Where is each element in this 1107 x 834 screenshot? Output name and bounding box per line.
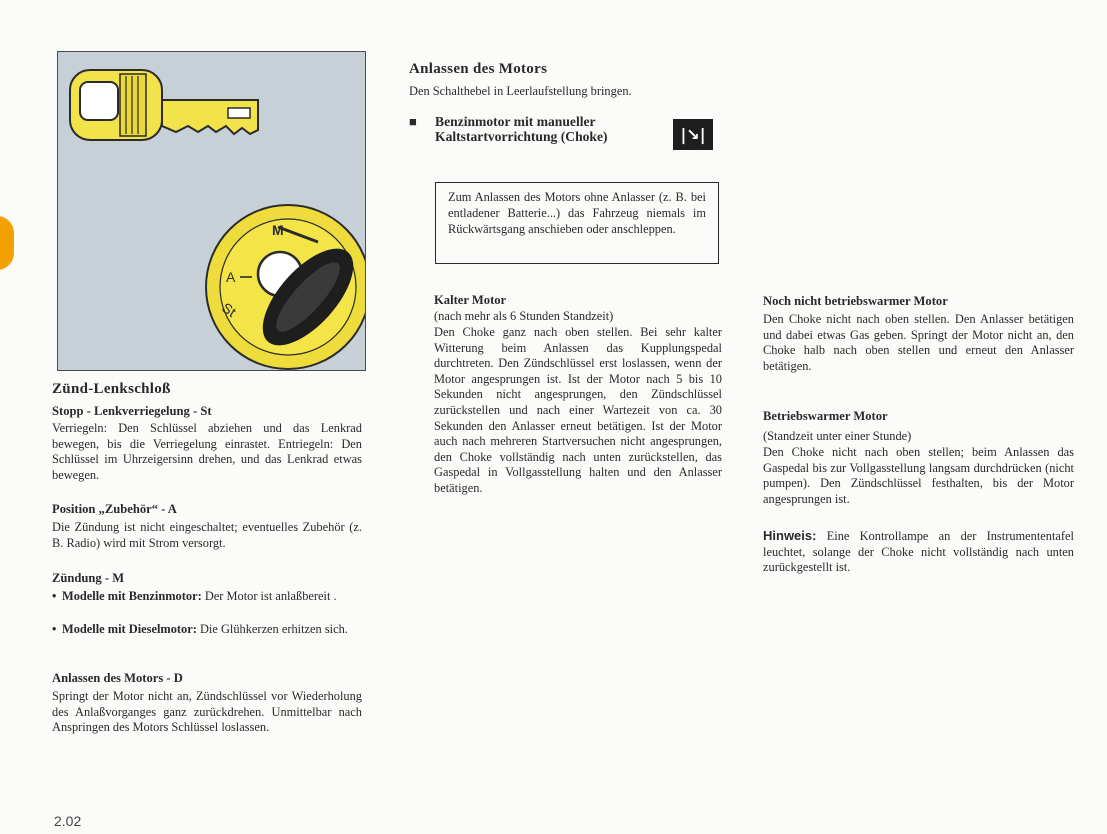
petrol-text: Der Motor ist anlaßbereit . <box>201 589 337 603</box>
petrol-label: Modelle mit Benzinmotor: <box>62 589 202 603</box>
note-paragraph <box>763 528 1074 576</box>
square-bullet: ■ <box>409 114 417 129</box>
text-stop: Verriegeln: Den Schlüssel abziehen und das Lenkrad bewegen, bis die Verriegelung einrastet. Entriegeln: Den Schlüssel im Uhrzeigersinn drehen, und das Lenkrad etwas bewegen. <box>52 421 362 482</box>
diesel-label: Modelle mit Dieselmotor: <box>62 622 197 636</box>
text-warm-engine: Den Choke nicht nach oben stellen; beim Anlassen das Gaspedal bis zur Vollgasstellung langsam durchdrücken (nicht pumpen). Den Zündschlüssel festhalten, bis der Motor angesprungen ist. <box>763 445 1074 506</box>
note-label: Hinweis: <box>763 528 817 543</box>
ignition-illustration <box>57 51 366 371</box>
text-warming-engine: Den Choke nicht nach oben stellen. Den Anlasser betätigen und dabei etwas Gas geben. Springt der Motor nicht an, den Choke halb nach oben stellen und erneut den Anlasser betätigen. <box>763 312 1074 373</box>
heading-cold-engine: Kalter Motor <box>434 293 507 307</box>
diesel-text: Die Glühkerzen erhitzen sich. <box>196 622 348 636</box>
position-st-label: St <box>219 299 240 320</box>
heading-warm-engine: Betriebswarmer Motor <box>763 409 888 423</box>
heading-ignition: Zündung - M <box>52 571 125 585</box>
ignition-lock-icon <box>206 205 365 369</box>
choke-icon: |↘| <box>680 125 706 144</box>
list-item-diesel <box>52 622 362 638</box>
heading-accessory: Position „Zubehör“ - A <box>52 502 177 516</box>
heading-start: Anlassen des Motors - D <box>52 671 183 685</box>
text-intro: Den Schalthebel in Leerlaufstellung bringen. <box>409 84 632 98</box>
chapter-tab <box>0 216 14 270</box>
position-a-label: A <box>226 269 236 285</box>
section-title-ignition-lock: Zünd-Lenkschloß <box>52 381 171 397</box>
section-title-starting: Anlassen des Motors <box>409 61 548 77</box>
heading-choke: Benzinmotor mit manueller Kaltstartvorrichtung (Choke) <box>435 114 608 144</box>
heading-stop: Stopp - Lenkverriegelung - St <box>52 404 212 418</box>
page-number: 2.02 <box>54 813 82 829</box>
choke-symbol-badge <box>673 119 713 150</box>
text-cold-sub: (nach mehr als 6 Stunden Standzeit) <box>434 309 614 323</box>
text-start: Springt der Motor nicht an, Zündschlüssel vor Wiederholung des Anlaßvorganges ganz zurückdrehen. Unmittelbar nach Anspringen des Motors Schlüssel loslassen. <box>52 689 362 735</box>
key-and-lock-drawing <box>58 52 365 370</box>
text-accessory: Die Zündung ist nicht eingeschaltet; eventuelles Zubehör (z. B. Radio) wird mit Strom versorgt. <box>52 520 362 550</box>
position-m-label: M <box>272 222 284 238</box>
note-text: Eine Kontrollampe an der Instrumententafel leuchtet, solange der Choke nicht vollständig nach unten zurückgestellt ist. <box>763 529 1074 575</box>
choke-section-heading <box>409 114 654 144</box>
key-icon <box>70 70 258 140</box>
list-item-petrol <box>52 589 362 605</box>
text-cold-engine: Den Choke ganz nach oben stellen. Bei sehr kalter Witterung beim Anlassen das Kupplungspedal durchtreten. Den Zündschlüssel erst loslassen, wenn der Motor angesprungen ist. Ist der Motor nach 5 bis 10 Sekunden nicht angesprungen, den Zündschlüssel zurückstellen und nach einer Wartezeit von ca. 30 Sekunden den Anlasser erneut betätigen. Ist der Motor auch nach mehreren Startversuchen nicht angesprungen, den Choke vollständig nach unten zurückstellen, das Gaspedal in Vollgasstellung halten und den Anlasser betätigen. <box>434 325 722 495</box>
text-warm-sub: (Standzeit unter einer Stunde) <box>763 429 912 443</box>
warning-box <box>435 182 719 264</box>
heading-warming-engine: Noch nicht betriebswarmer Motor <box>763 294 948 308</box>
warning-text: Zum Anlassen des Motors ohne Anlasser (z. B. bei entladener Batterie...) das Fahrzeug niemals im Rückwärtsgang anschieben oder anschleppen. <box>448 190 706 236</box>
